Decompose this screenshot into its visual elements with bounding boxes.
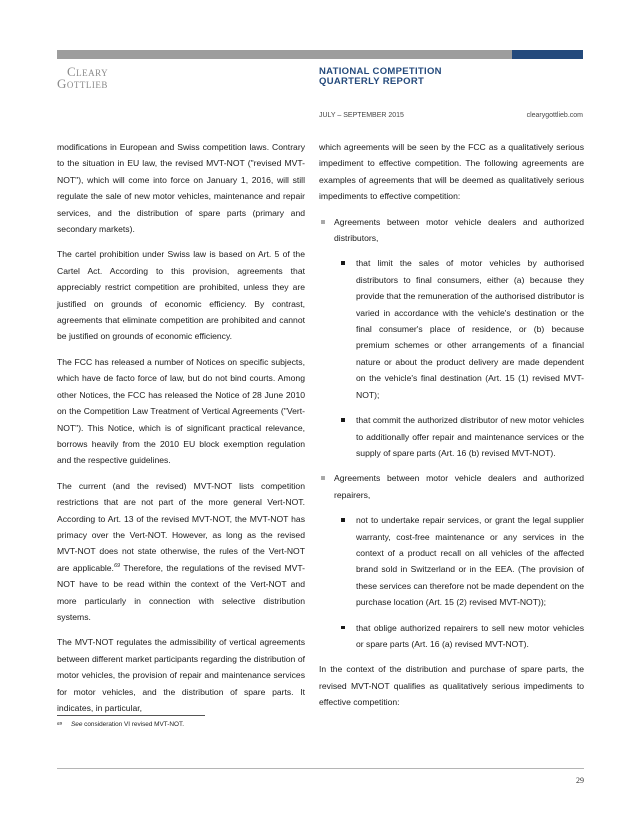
footer-divider [57, 768, 584, 769]
left-paragraph-4b: Therefore, the regulations of the revised MVT-NOT have to be read within the context of the Vert-NOT and more particularly in connection with selective distribution systems. [57, 562, 305, 622]
header-bar-blue [512, 50, 583, 59]
footnote-ref-69[interactable]: 69 [113, 562, 121, 569]
left-paragraph-1: modifications in European and Swiss competition laws. Contrary to the situation in EU law, the revised MVT-NOT ("revised MVT-NOT"), which will come into force on January 1, 2016, will still regulate the sale of new motor vehicles, maintenance and repair services, and the distribution of spare parts (primary and secondary markets). [57, 142, 305, 235]
report-title-line-1: NATIONAL COMPETITION [319, 66, 442, 77]
left-paragraph-4a: The current (and the revised) MVT-NOT lists competition restrictions that are not part of the more general Vert-NOT. According to Art. 13 of the revised MVT-NOT, the MVT-NOT has primacy over the Vert-NOT. However, as long as the revised MVT-NOT does not state otherwise, the rules of the Vert-NOT are applicable. [57, 480, 305, 573]
cleary-gottlieb-logo [57, 66, 127, 90]
footnote-69 [57, 721, 184, 728]
report-title [319, 67, 442, 87]
logo-line-1: Cleary [67, 64, 109, 79]
left-paragraph-2: The cartel prohibition under Swiss law is based on Art. 5 of the Cartel Act. According to this provision, agreements that appreciably restrict competition are prohibited, unless they are justified on grounds of economic efficiency. By contrast, agreements that eliminate competition are prohibited and cannot be justified on grounds of economic efficiency. [57, 249, 305, 342]
right-column [319, 139, 584, 720]
logo-line-2: Gottlieb [57, 76, 108, 91]
sub-bullet-warranty-services: not to undertake repair services, or grant the legal supplier warranty, cost-free maintenance or any services in the context of a product recall on all vehicles of the affected brand sold in Switzerland or in the EEA. (The provision of these services can therefore not be made dependent on the purchase location (Art. 15 (2) revised MVT-NOT)); [319, 512, 584, 610]
header-bar-grey [57, 50, 512, 59]
left-paragraph-3: The FCC has released a number of Notices on specific subjects, which have de facto force of law, but do not bind courts. Among other Notices, the FCC has released the Notice of 28 June 2010 on the Competition Law Treatment of Vertical Agreements ("Vert-NOT"). This Notice, which is of significant practical relevance, borrows heavily from the 2010 EU block exemption regulation and the respective guidelines. [57, 356, 305, 466]
footnote-see: See [71, 721, 83, 728]
footnote-text: consideration VI revised MVT-NOT. [82, 721, 184, 728]
sub-bullet-repair-commitment: that commit the authorized distributor of new motor vehicles to additionally offer repair and maintenance services or the supply of spare parts (Art. 16 (b) revised MVT-NOT). [319, 412, 584, 461]
bullet-dealers-repairers: Agreements between motor vehicle dealers and authorized repairers, [319, 470, 584, 503]
page-number: 29 [576, 776, 584, 785]
left-column [57, 139, 305, 725]
right-paragraph-1: which agreements will be seen by the FCC as a qualitatively serious impediment to effective competition. The following agreements are examples of agreements that will be deemed as qualitatively serious impediments to effective competition: [319, 142, 584, 202]
footnote-number: 69 [57, 721, 63, 726]
sub-bullet-sales-limit: that limit the sales of motor vehicles by authorised distributors to final consumers, either (a) because they provide that the remuneration of the authorised distributor is varied in accordance with the vehicle's destination or the final consumer's place of residence, or (b) because premium schemes or other arrangements of a financial nature or about the product delivery are made dependent on the vehicle's final destination (Art. 15 (1) revised MVT-NOT); [319, 255, 584, 403]
report-period: JULY – SEPTEMBER 2015 [319, 112, 404, 119]
website-link[interactable]: clearygottlieb.com [526, 112, 583, 119]
bullet-dealers-distributors: Agreements between motor vehicle dealers and authorized distributors, [319, 214, 584, 247]
sub-bullet-sell-obligation: that oblige authorized repairers to sell new motor vehicles or spare parts (Art. 16 (a) revised MVT-NOT). [319, 620, 584, 653]
left-paragraph-5: The MVT-NOT regulates the admissibility of vertical agreements between different market participants regarding the distribution of motor vehicles, the provision of repair and maintenance services for motor vehicles, and the distribution of spare parts. It indicates, in particular, [57, 637, 305, 713]
right-paragraph-2: In the context of the distribution and purchase of spare parts, the revised MVT-NOT qualifies as qualitatively serious impediments to effective competition: [319, 664, 584, 708]
left-paragraph-4 [57, 478, 305, 626]
footnote-divider [57, 715, 205, 716]
report-title-line-2: QUARTERLY REPORT [319, 76, 425, 87]
header-meta [319, 112, 583, 119]
